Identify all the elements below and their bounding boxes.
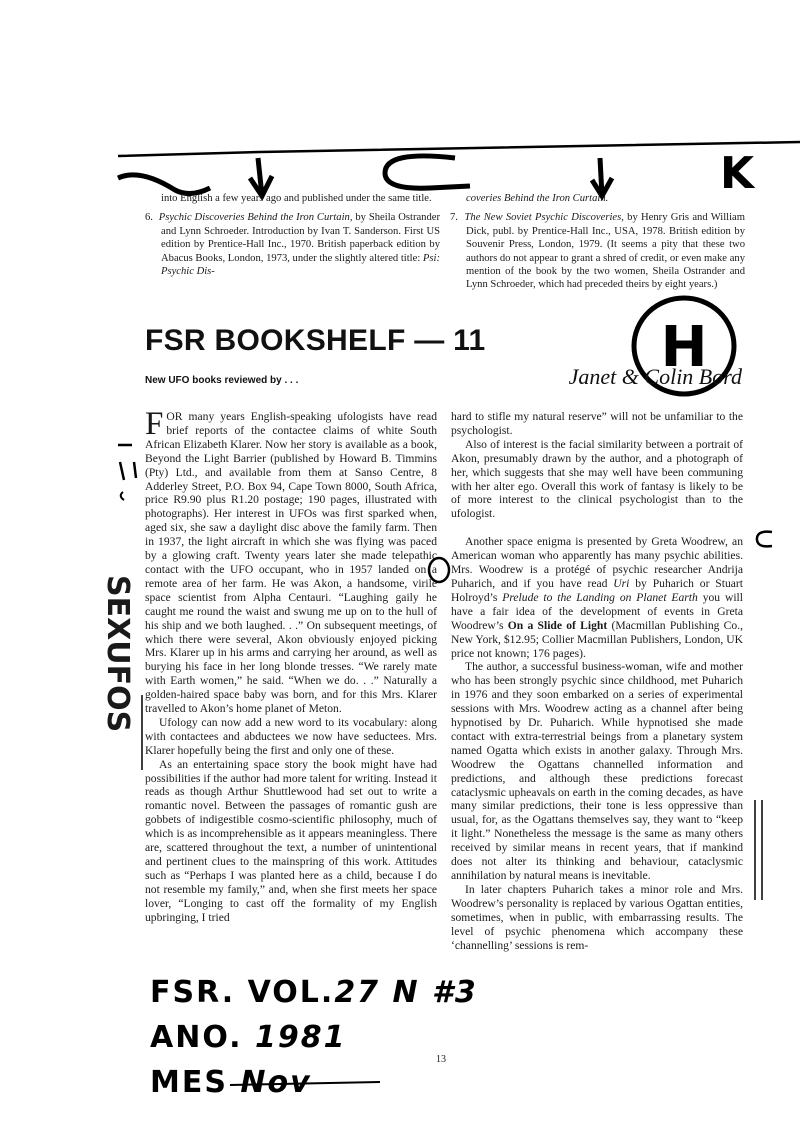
footnote-continuation: into English a few years ago and published under the same title.	[161, 193, 432, 204]
paragraph: Also of interest is the facial similarity between a portrait of Akon, presumably drawn by the author, and a photograph of her, which suggests that she may well have been communing with her alter ego. Overall this work of fantasy is likely to be of more interest to the clinical psychologist than to the ufologist.	[451, 437, 743, 521]
margin-handwriting: SEXUFOS	[100, 575, 135, 733]
svg-text:H: H	[660, 315, 708, 380]
column-right	[451, 410, 743, 952]
paragraph: FOR many years English-speaking ufologists have read brief reports of the contactee claims of white South African Elizabeth Klarer. Now her story is available as a book, Beyond the Light Barrier (published by Howard B. Timmins (Pty) Ltd., and available from them at Sanso Centre, 8 Adderley Street, P.O. Box 94, Cape Town 8000, South Africa, price R9.90 plus R1.20 postage; 190 pages, illustrated with photographs). Her interest in UFOs was first sparked when, aged six, she saw a daylight disc above the family farm. Then in 1937, the light aircraft in which she was flying was paced by a glowing craft. Twenty years later she made telepathic contact with the UFO occupant, who in 1957 landed on a remote area of her farm. He was Akon, a handsome, virile space scientist from Alpha Centauri. “Laughing gaily he caught me round the waist and swung me up on to the hull of his ship and we both laughed. . .” On subsequent meetings, of which there were several, Akon obviously enjoyed picking Mrs. Klarer up in his arms and carrying her around, as well as burying his face in her long blonde tresses. “We rarely mate with Earth women,” he said. “When we do. . .” Naturally a golden-haired space baby was born, and for this Mrs. Klarer travelled to Akon’s home planet of Meton.	[145, 406, 437, 716]
paragraph: The author, a successful business-woman, wife and mother who has been strongly psychic since childhood, met Puharich in 1976 and they soon embarked on a series of experimental sessions with Mrs. Woodrew acting as a channel after being hypnotised by Dr. Puharich. While hypnotised she made contact with extra-terrestrial beings from a planetary system named Ogatta which exists in another galaxy. Through Mrs. Woodrew the Ogattans channelled information and predictions, and although these predictions forecast cataclysmic upheavals on earth in the coming decades, as have many similar predictions, their tone is less oppressive than usual, for, as the Ogattans themselves say, they want to “keep it light.” Nonetheless the message is the same as many others received by similar means in recent years, that if mankind does not alter its thinking and behaviour, cataclysmic annihilation by natural means is inevitable.	[451, 660, 743, 882]
footnotes-left	[145, 192, 440, 284]
author-byline: Janet & Colin Bord	[568, 364, 742, 389]
column-left	[145, 406, 437, 925]
footnotes-right	[450, 192, 745, 298]
paragraph: hard to stifle my natural reserve” will not be unfamiliar to the psychologist.	[451, 410, 743, 437]
page-number: 13	[436, 1054, 446, 1065]
paragraph: As an entertaining space story the book might have had possibilities if the author had more talent for writing. Instead it reads as though Arthur Shuttlewood had set out to write a romantic novel. Between the passages of romantic gush are gobbets of indigestible cosmo-scientific philosophy, much of which is as incomprehensible as it appears meaningless. There are, scattered throughout the text, a number of unintentional and pertinent clues to the mainspring of this work. Attitudes such as “Perhaps I was planted here as a child, because I do not resemble my family,” and, when she first meets her space lover, “Longing to cast off the formality of my English upbringing, I tried	[145, 757, 437, 924]
footnote-6: 6. Psychic Discoveries Behind the Iron Curtain, by Sheila Ostrander and Lynn Schroeder. Introduction by Ivan T. Sanderson. First US edition by Prentice-Hall Inc., 1970. British paperback edition by Abacus Books, London, 1973, under the slightly altered title: Psi: Psychic Dis-	[145, 212, 440, 278]
stamp-month: MES Nov	[150, 1065, 312, 1100]
paragraph: Ufology can now add a new word to its vocabulary: along with contactees and abductees we now have seductees. Mrs. Klarer hopefully being the first and only one of these.	[145, 715, 437, 757]
stamp-volume: FSR. VOL.27 N #3	[150, 975, 478, 1010]
page-title: FSR BOOKSHELF — 11	[145, 324, 486, 357]
subheading: New UFO books reviewed by . . .	[145, 375, 299, 386]
paragraph: Another space enigma is presented by Greta Woodrew, an American woman who apparently has many psychic abilities. Mrs. Woodrew is a protégé of psychic researcher Andrija Puharich, and if you have read Uri by Puharich or Stuart Holroyd’s Prelude to the Landing on Planet Earth you will have a fair idea of the development of events in Greta Woodrew’s On a Slide of Light (Macmillan Publishing Co., New York, $12.95; Collier Macmillan Publishers, London, UK price not known; 176 pages).	[451, 535, 743, 660]
handwritten-k-mark: K	[720, 148, 757, 199]
footnote-7: 7. The New Soviet Psychic Discoveries, by Henry Gris and William Dick, publ. by Prentice-Hall Inc., USA, 1978. British edition by Souvenir Press, London, 1979. (It seems a pity that these two authors do not appear to grant a shred of credit, or even make any mention of the book by the two women, Sheila Ostrander and Lynn Schroeder, which had preceded theirs by eight years.)	[450, 212, 745, 291]
footnote-continuation-right: coveries Behind the Iron Curtain.	[466, 193, 609, 204]
paragraph: In later chapters Puharich takes a minor role and Mrs. Woodrew’s personality is replaced by various Ogattan entities, sometimes, when in public, with embarrassing results. The level of psychic phenomena which accompany these ‘channelling’ sessions is rem-	[451, 882, 743, 952]
drop-cap: F	[145, 406, 164, 442]
stamp-year: ANO. 1981	[150, 1020, 347, 1055]
